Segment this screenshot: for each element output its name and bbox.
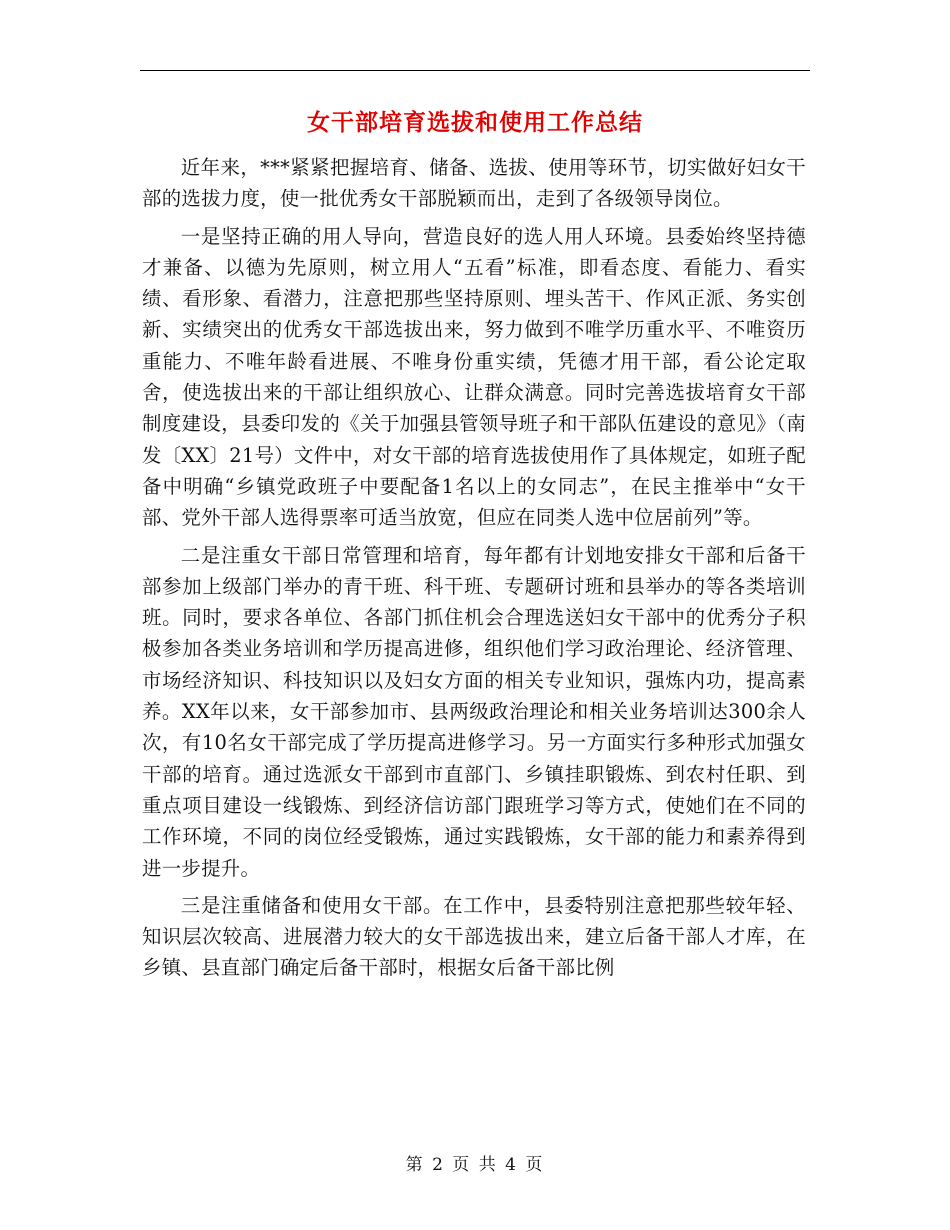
page-number-footer: 第 2 页 共 4 页 (405, 1155, 545, 1175)
document-title: 女干部培育选拔和使用工作总结 (307, 110, 643, 136)
header-rule (140, 70, 810, 71)
document-body (142, 152, 806, 990)
paragraph-point-two: 二是注重女干部日常管理和培育，每年都有计划地安排女干部和后备干部参加上级部门举办的青干班、科干班、专题研讨班和县举办的等各类培训班。同时，要求各单位、各部门抓住机会合理选送妇女干部中的优秀分子积极参加各类业务培训和学历提高进修，组织他们学习政治理论、经济管理、市场经济知识、科技知识以及妇女方面的相关专业知识，强炼内功，提高素养。XX年以来，女干部参加市、县两级政治理论和相关业务培训达300余人次，有10名女干部完成了学历提高进修学习。另一方面实行多种形式加强女干部的培育。通过选派女干部到市直部门、乡镇挂职锻炼、到农村任职、到重点项目建设一线锻炼、到经济信访部门跟班学习等方式，使她们在不同的工作环境，不同的岗位经受锻炼，通过实践锻炼，女干部的能力和素养得到进一步提升。 (142, 543, 806, 880)
paragraph-point-three: 三是注重储备和使用女干部。在工作中，县委特别注意把那些较年轻、知识层次较高、进展潜力较大的女干部选拔出来，建立后备干部人才库，在乡镇、县直部门确定后备干部时，根据女后备干部比例 (142, 893, 806, 980)
paragraph-point-one: 一是坚持正确的用人导向，营造良好的选人用人环境。县委始终坚持德才兼备、以德为先原则，树立用人“五看”标准，即看态度、看能力、看实绩、看形象、看潜力，注意把那些坚持原则、埋头苦干、作风正派、务实创新、实绩突出的优秀女干部选拔出来，努力做到不唯学历重水平、不唯资历重能力、不唯年龄看进展、不唯身份重实绩，凭德才用干部，看公论定取舍，使选拔出来的干部让组织放心、让群众满意。同时完善选拔培育女干部制度建设，县委印发的《关于加强县管领导班子和干部队伍建设的意见》（南发〔XX〕21号）文件中，对女干部的培育选拔使用作了具体规定，如班子配备中明确“乡镇党政班子中要配备1名以上的女同志”，在民主推举中“女干部、党外干部人选得票率可适当放宽，但应在同类人选中位居前列”等。 (142, 224, 806, 530)
paragraph-intro: 近年来，***紧紧把握培育、储备、选拔、使用等环节，切实做好妇女干部的选拔力度，使一批优秀女干部脱颖而出，走到了各级领导岗位。 (142, 156, 806, 211)
